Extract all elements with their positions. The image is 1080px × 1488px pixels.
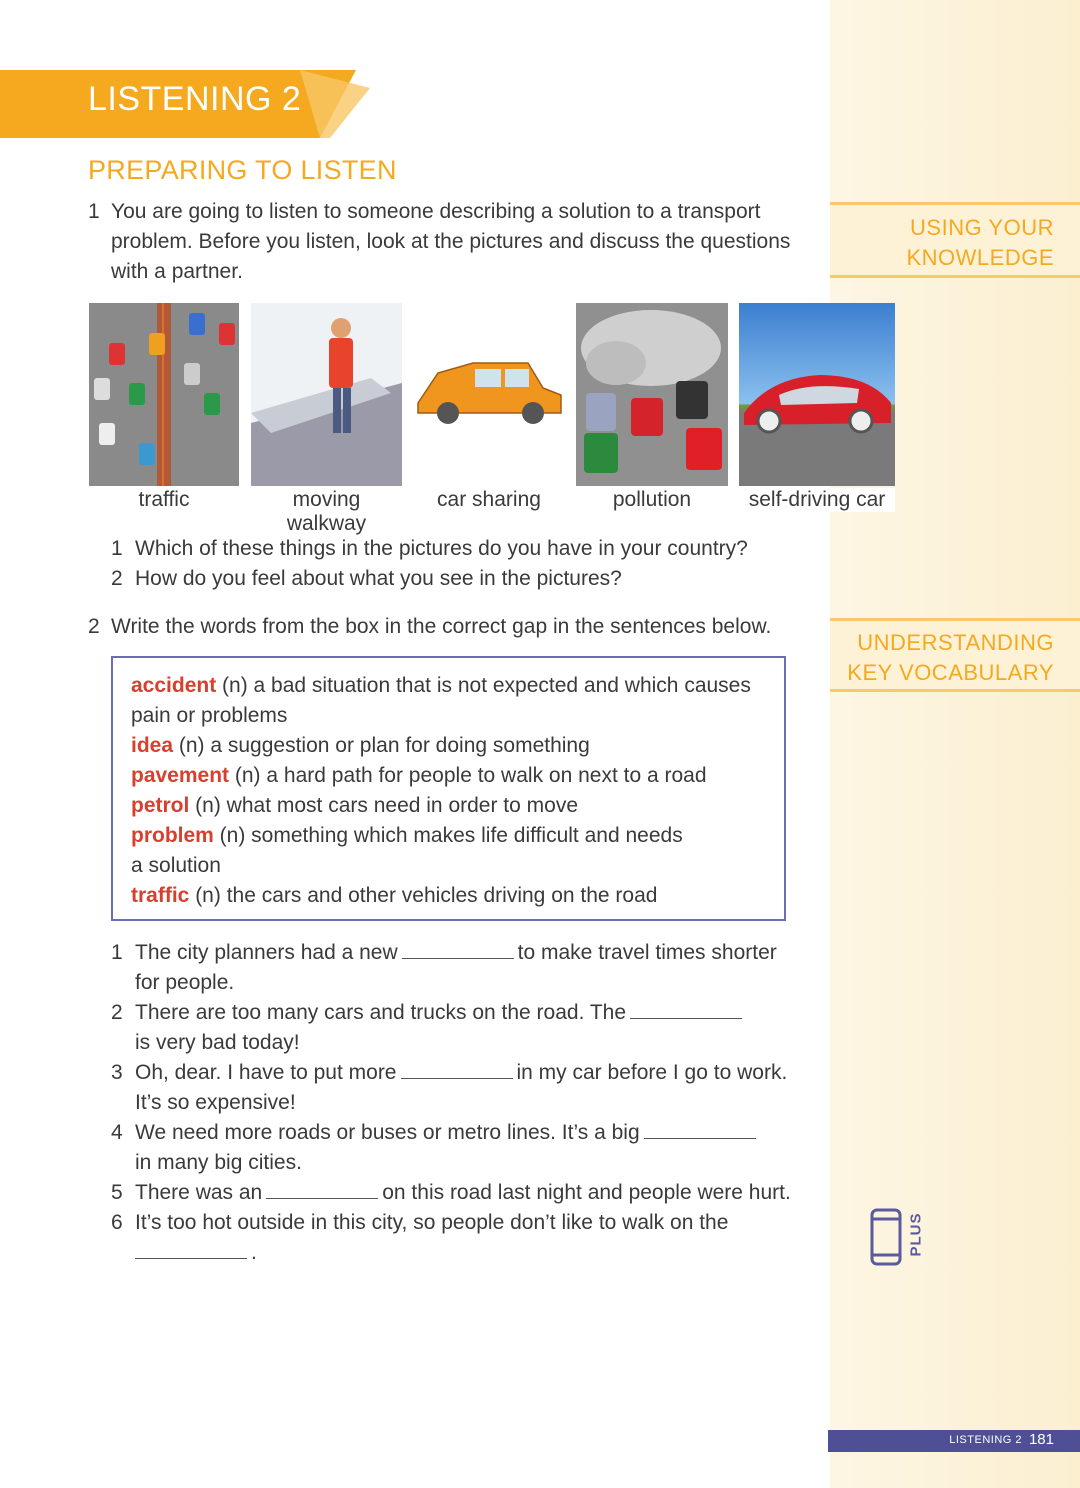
- sentence-number: 2: [111, 1001, 123, 1024]
- caption-car-sharing: car sharing: [437, 488, 541, 511]
- vocab-definition: (n) what most cars need in order to move: [189, 794, 579, 817]
- section-title: PREPARING TO LISTEN: [88, 155, 397, 185]
- sentence-number: 4: [111, 1121, 123, 1144]
- traffic-image: [89, 303, 239, 486]
- discussion-question: [111, 534, 811, 564]
- vocab-continuation: pain or problems: [131, 704, 288, 727]
- banner-title: LISTENING 2: [88, 80, 302, 118]
- plus-label: PLUS: [907, 1212, 925, 1257]
- sentence-text: Oh, dear. I have to put more: [135, 1061, 397, 1084]
- gap-sentence-1: [111, 938, 811, 998]
- sentence-text: is very bad today!: [135, 1031, 300, 1054]
- q1-number: 1: [88, 200, 100, 223]
- vocabulary-box: [111, 656, 786, 921]
- caption-traffic: traffic: [138, 488, 190, 511]
- sidebar-box2-line1: UNDERSTANDING: [857, 630, 1054, 655]
- vocab-definition: (n) a bad situation that is not expected and which causes: [216, 674, 751, 697]
- q1-line: problem. Before you listen, look at the pictures and discuss the questions: [111, 230, 791, 253]
- sentence-text: There was an: [135, 1181, 263, 1204]
- question-number: 1: [111, 537, 123, 560]
- discussion-question: [111, 564, 811, 594]
- sentence-text: on this road last night and people were hurt.: [382, 1181, 791, 1204]
- vocab-term: accident: [131, 674, 217, 697]
- answer-blank[interactable]: [402, 940, 514, 959]
- sidebar-box1-line2: KNOWLEDGE: [906, 245, 1054, 270]
- gap-sentence-6: [111, 1208, 811, 1268]
- sentence-text: to make travel times shorter: [517, 941, 777, 964]
- sentence-text: We need more roads or buses or metro lines. It’s a big: [135, 1121, 640, 1144]
- caption-self-driving-car: self-driving car: [739, 488, 895, 512]
- gap-sentence-2: [111, 998, 811, 1058]
- q1-line: You are going to listen to someone describing a solution to a transport: [111, 200, 761, 223]
- sentence-text: .: [251, 1241, 257, 1264]
- answer-blank[interactable]: [644, 1120, 756, 1139]
- vocab-term: problem: [131, 824, 214, 847]
- vocab-continuation: a solution: [131, 854, 221, 877]
- answer-blank[interactable]: [630, 1000, 742, 1019]
- sentence-text: for people.: [135, 971, 235, 994]
- answer-blank[interactable]: [266, 1180, 378, 1199]
- gap-sentence-4: [111, 1118, 811, 1178]
- sentence-text: It’s so expensive!: [135, 1091, 296, 1114]
- car-sharing-image: [413, 303, 565, 486]
- question-text: Which of these things in the pictures do you have in your country?: [135, 537, 748, 560]
- sentence-number: 5: [111, 1181, 123, 1204]
- sidebar-box2-line2: KEY VOCABULARY: [847, 660, 1054, 685]
- sentence-number: 6: [111, 1211, 123, 1234]
- vocab-definition: (n) a suggestion or plan for doing something: [173, 734, 590, 757]
- page-number: 181: [1028, 1431, 1054, 1448]
- vocab-definition: (n) the cars and other vehicles driving on the road: [189, 884, 658, 907]
- vocab-definition: (n) something which makes life difficult and needs: [213, 824, 683, 847]
- footer-bar: [828, 1430, 1080, 1452]
- moving-walkway-image: [251, 303, 402, 486]
- vocab-entry-traffic: [131, 881, 657, 911]
- caption-pollution: pollution: [612, 488, 692, 511]
- q1-instruction: [111, 197, 826, 287]
- q1-line: with a partner.: [111, 260, 243, 283]
- sentence-text: The city planners had a new: [135, 941, 398, 964]
- section-banner: [0, 70, 370, 138]
- sentence-text: in many big cities.: [135, 1151, 302, 1174]
- sentence-text: in my car before I go to work.: [516, 1061, 788, 1084]
- question-number: 2: [111, 567, 123, 590]
- question-text: How do you feel about what you see in the pictures?: [135, 567, 622, 590]
- answer-blank[interactable]: [401, 1060, 513, 1079]
- vocab-entry-idea: [131, 731, 590, 761]
- vocab-term: petrol: [131, 794, 190, 817]
- self-driving-car-image: [739, 303, 895, 486]
- vocab-term: idea: [131, 734, 174, 757]
- footer-section-label: LISTENING 2: [949, 1434, 1022, 1446]
- q2-instruction: Write the words from the box in the correct gap in the sentences below.: [111, 615, 772, 638]
- sidebar-box-using-knowledge: [830, 202, 1080, 278]
- vocab-entry-pavement: [131, 761, 707, 791]
- vocab-entry-problem: [131, 821, 683, 851]
- sentence-text: It’s too hot outside in this city, so people don’t like to walk on the: [135, 1211, 729, 1234]
- sentence-text: There are too many cars and trucks on the road. The: [135, 1001, 627, 1024]
- gap-sentence-3: [111, 1058, 811, 1118]
- q2-number: 2: [88, 615, 100, 638]
- gap-sentence-5: [111, 1178, 811, 1208]
- vocab-entry-accident: [131, 671, 751, 701]
- sentence-number: 1: [111, 941, 123, 964]
- vocab-entry-petrol: [131, 791, 578, 821]
- caption-moving-walkway: moving walkway: [286, 488, 367, 535]
- sidebar-box1-line1: USING YOUR: [910, 215, 1054, 240]
- phone-plus-icon[interactable]: [870, 1208, 930, 1268]
- pollution-image: [576, 303, 728, 486]
- vocab-definition: (n) a hard path for people to walk on next to a road: [229, 764, 707, 787]
- sentence-number: 3: [111, 1061, 123, 1084]
- vocab-term: traffic: [131, 884, 190, 907]
- sidebar-box-key-vocabulary: [830, 618, 1080, 692]
- answer-blank[interactable]: [135, 1240, 247, 1259]
- vocab-term: pavement: [131, 764, 230, 787]
